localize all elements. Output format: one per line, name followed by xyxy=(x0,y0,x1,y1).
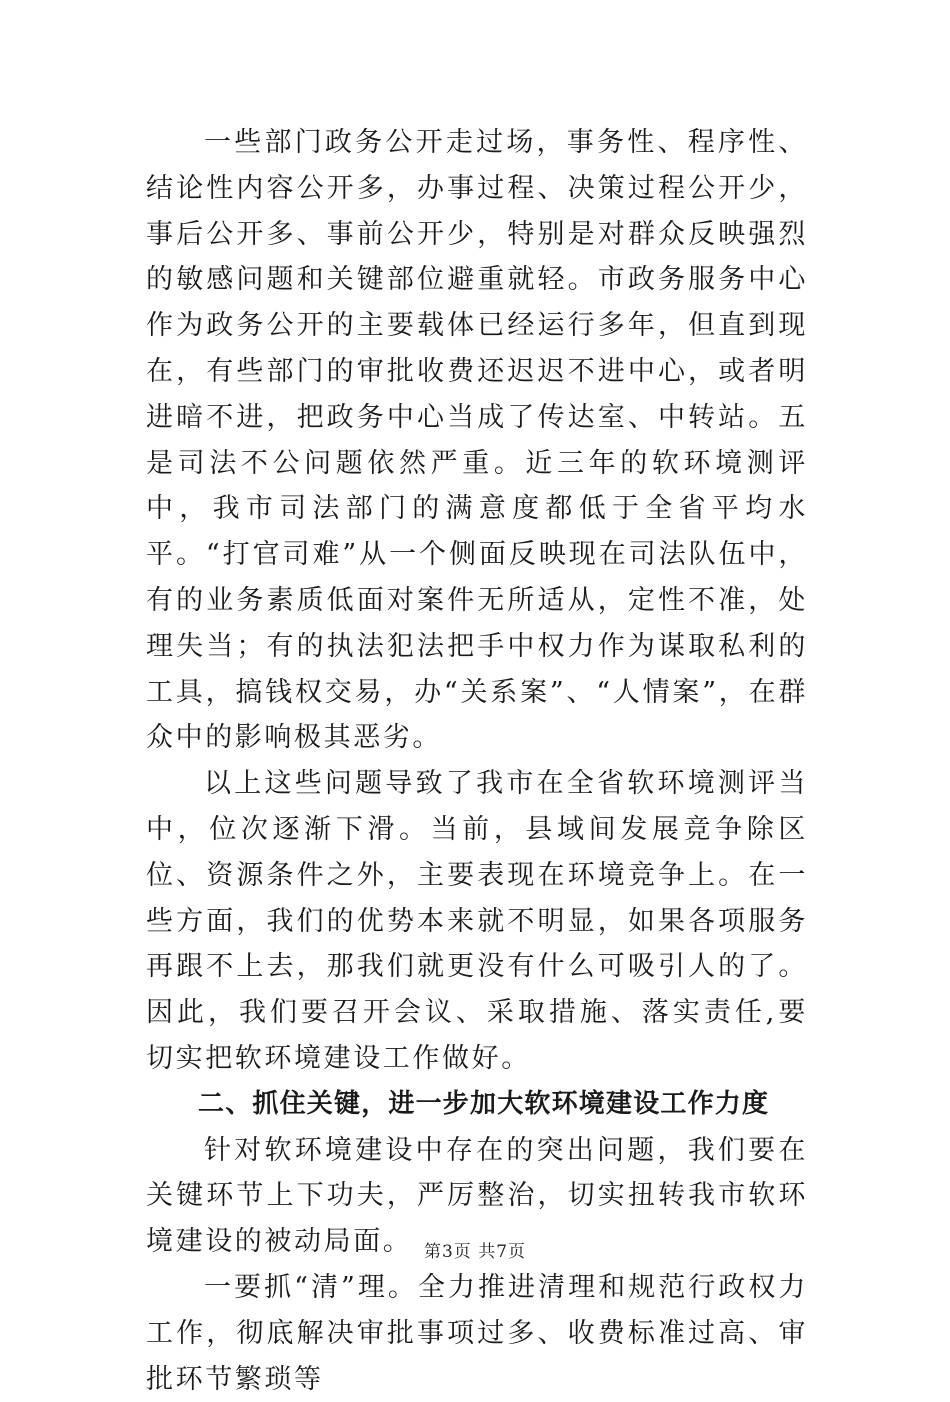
body-paragraph: 针对软环境建设中存在的突出问题，我们要在关键环节上下功夫，严厉整治，切实扭转我市软环境建设的被动局面。 xyxy=(146,1134,808,1258)
body-paragraph: 以上这些问题导致了我市在全省软环境测评当中，位次逐渐下滑。当前，县域间发展竞争除区位、资源条件之外，主要表现在环境竞争上。在一些方面，我们的优势本来就不明显，如果各项服务再跟不上去，那我们就更没有什么可吸引人的了。因此，我们要召开会议、采取措施、落实责任,要切实把软环境建设工作做好。 xyxy=(146,768,808,1074)
section-heading: 二、抓住关键，进一步加大软环境建设工作力度 xyxy=(198,1088,770,1119)
document-body xyxy=(146,120,808,1402)
page-number-footer: 第3页 共7页 xyxy=(423,1242,527,1262)
body-paragraph: 一要抓“清”理。全力推进清理和规范行政权力工作，彻底解决审批事项过多、收费标准过高、审批环节繁琐等 xyxy=(146,1271,808,1395)
body-paragraph: 一些部门政务公开走过场，事务性、程序性、结论性内容公开多，办事过程、决策过程公开少，事后公开多、事前公开少，特别是对群众反映强烈的敏感问题和关键部位避重就轻。市政务服务中心作为政务公开的主要载体已经运行多年，但直到现在，有些部门的审批收费还迟迟不进中心，或者明进暗不进，把政务中心当成了传达室、中转站。五是司法不公问题依然严重。近三年的软环境测评中，我市司法部门的满意度都低于全省平均水平。“打官司难”从一个侧面反映现在司法队伍中，有的业务素质低面对案件无所适从，定性不准，处理失当；有的执法犯法把手中权力作为谋取私利的工具，搞钱权交易，办“关系案”、“人情案”，在群众中的影响极其恶劣。 xyxy=(146,127,808,754)
